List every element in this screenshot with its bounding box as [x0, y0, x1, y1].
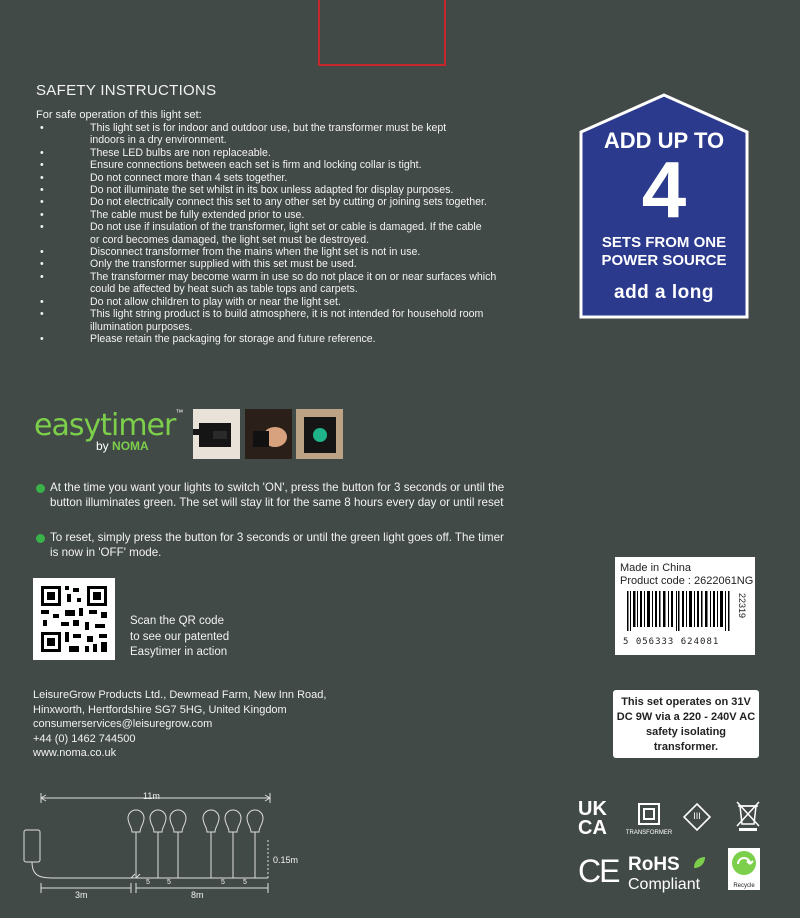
- finger-press-icon: [245, 409, 292, 459]
- noma-text: NOMA: [112, 439, 149, 453]
- timer-photo-finger: [245, 409, 292, 459]
- ukca-bottom: CA: [578, 817, 607, 839]
- class-three-label: III: [693, 811, 701, 821]
- ukca-top: UK: [578, 798, 607, 820]
- safety-item: • Ensure connections between each set is firm and locking collar is tight.: [36, 159, 576, 171]
- by-noma: [96, 439, 149, 453]
- timer-instruction-on: At the time you want your lights to switch 'ON', press the button for 3 seconds or until the button illuminates green. The set will stay lit for the same 8 hours every day or until reset: [50, 481, 505, 510]
- compliant-label: Compliant: [628, 876, 701, 893]
- safety-item: • Do not use if insulation of the transformer, light set or cable is damaged. If the cable or cord becomes damaged, the light set must be destroyed.: [36, 221, 490, 246]
- drop-length-label: 0.15m: [273, 855, 299, 865]
- lightset-diagram: [18, 790, 308, 900]
- lead-length-label: 3m: [72, 890, 91, 900]
- safety-item: • These LED bulbs are non replaceable.: [36, 147, 576, 159]
- recycle-symbol: [728, 848, 760, 890]
- badge-number: 4: [641, 145, 687, 234]
- red-box-outline: [318, 0, 446, 66]
- qr-caption-line: Easytimer in action: [130, 646, 228, 658]
- easytimer-wordmark: easytimer: [34, 408, 176, 443]
- made-in-text: Made in China: [620, 562, 691, 574]
- power-info-box: This set operates on 31V DC 9W via a 220 - 240V AC safety isolating transformer.: [613, 690, 759, 758]
- barcode-icon: [627, 591, 732, 631]
- safety-item: • Do not illuminate the set whilst in its box unless adapted for display purposes.: [36, 184, 576, 196]
- timer-instruction-reset: To reset, simply press the button for 3 seconds or until the green light goes off. The timer is now in 'OFF' mode.: [50, 531, 504, 560]
- spacing-label: 5: [243, 879, 247, 886]
- safety-item: • Do not electrically connect this set to any other set by cutting or joining sets together.: [36, 196, 576, 208]
- safety-item: • This light string product is to build atmosphere, it is not intended for household room illumination purposes.: [36, 308, 500, 333]
- address-line: LeisureGrow Products Ltd., Dewmead Farm, New Inn Road,: [33, 689, 327, 701]
- timer-photo-green-light: [296, 409, 343, 459]
- spacing-label: 5: [146, 879, 150, 886]
- safety-item: • Disconnect transformer from the mains when the light set is not in use.: [36, 246, 576, 258]
- badge-line2: SETS FROM ONE: [601, 234, 727, 251]
- qr-code-icon: [33, 578, 115, 660]
- class-three-symbol: [683, 803, 711, 831]
- safety-item: • The cable must be fully extended prior to use.: [36, 209, 576, 221]
- green-bullet-icon: [36, 484, 45, 493]
- transformer-label: TRANSFORMER: [625, 830, 673, 836]
- badge-line1: ADD UP TO: [603, 128, 725, 153]
- safety-item: • Only the transformer supplied with this set must be used.: [36, 258, 576, 270]
- easytimer-logo: [34, 408, 183, 443]
- timer-photo-box: [193, 409, 240, 459]
- qr-caption: [130, 614, 229, 661]
- batch-code: 22319: [737, 593, 747, 619]
- add-up-to-badge: [578, 92, 750, 320]
- spacing-label: 5: [221, 879, 225, 886]
- rohs-label: RoHS: [628, 854, 680, 875]
- badge-line3: POWER SOURCE: [601, 252, 727, 269]
- product-label: [615, 557, 755, 655]
- weee-bin-icon: [735, 800, 761, 832]
- safety-item: • Please retain the packaging for storage and future reference.: [36, 333, 576, 345]
- trademark-symbol: ™: [175, 408, 184, 417]
- safety-item: • Do not allow children to play with or near the light set.: [36, 296, 576, 308]
- phone-text: +44 (0) 1462 744500: [33, 732, 136, 745]
- double-square-icon: [638, 803, 660, 825]
- by-text: by: [96, 439, 109, 453]
- email-text: consumerservices@leisuregrow.com: [33, 718, 213, 731]
- safety-item: • The transformer may become warm in use so do not place it on or near surfaces which could be affected by heat such as table tops and carpets.: [36, 271, 500, 296]
- green-light-icon: [296, 409, 343, 459]
- spacing-label: 5: [167, 879, 171, 886]
- recycle-label: Recycle: [733, 883, 755, 889]
- address-line: Hinxworth, Hertfordshire SG7 5HG, United Kingdom: [33, 703, 287, 716]
- qr-caption-line: Scan the QR code: [130, 615, 224, 627]
- addalong-logo: add a long: [614, 282, 714, 303]
- barcode-number: 5 056333 624081: [623, 637, 720, 647]
- safety-title: SAFETY INSTRUCTIONS: [36, 82, 217, 99]
- transformer-symbol: [622, 803, 676, 836]
- safety-intro: For safe operation of this light set:: [36, 109, 202, 121]
- safety-item: • Do not connect more than 4 sets together.: [36, 172, 576, 184]
- ukca-mark: [578, 800, 614, 838]
- total-length-label: 11m: [143, 791, 160, 801]
- timer-box-icon: [193, 409, 240, 459]
- safety-item: • This light set is for indoor and outdoor use, but the transformer must be kept indoors in a dry environment.: [36, 122, 470, 147]
- ce-mark: CE: [578, 853, 619, 889]
- rohs-mark: [628, 854, 700, 894]
- leaf-icon: [692, 856, 706, 870]
- green-bullet-icon: [36, 534, 45, 543]
- qr-caption-line: to see our patented: [130, 630, 230, 643]
- company-address: [33, 688, 326, 761]
- website-text: www.noma.co.uk: [33, 747, 117, 760]
- safety-list: [36, 122, 576, 345]
- lit-length-label: 8m: [188, 890, 207, 900]
- qr-code: [33, 578, 115, 660]
- product-code: Product code : 2622061NG: [620, 575, 754, 587]
- recycle-icon: [728, 848, 760, 878]
